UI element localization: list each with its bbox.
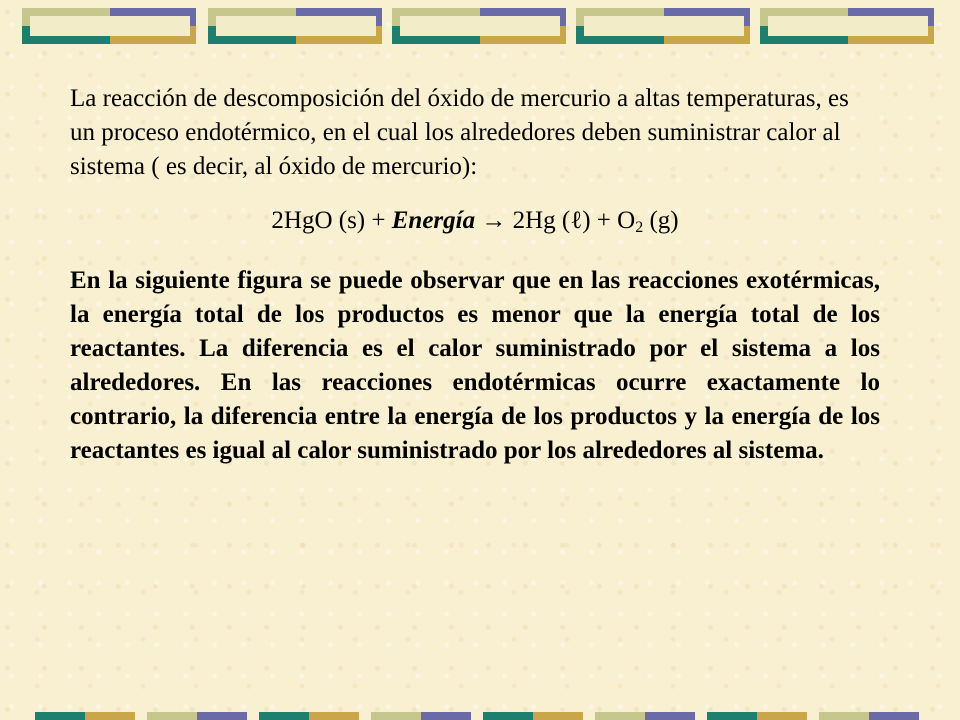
equation-arrow-products: → 2Hg (ℓ) + O xyxy=(475,207,636,234)
top-decorative-border xyxy=(22,8,942,44)
equation-subscript: 2 xyxy=(635,219,644,236)
explanation-paragraph: En la siguiente figura se puede observar que en las reacciones exotérmicas, la energía total de los productos es menor que la energía total de los reactantes. La diferencia es el calor suministrado por el sistema a los alrededores. En las reacciones endotérmicas ocurre exactamente lo contrario, la diferencia entre la energía de los productos y la energía de los reactantes es igual al calor suministrado por los alrededores al sistema. xyxy=(70,267,880,464)
intro-paragraph: La reacción de descomposición del óxido de mercurio a altas temperaturas, es un proceso endotérmico, en el cual los alrededores deben suministrar calor al sistema ( es decir, al óxido de mercurio): xyxy=(70,85,849,180)
decorative-block xyxy=(392,8,566,44)
equation-reactants: 2HgO (s) + xyxy=(271,207,392,234)
bottom-decorative-border xyxy=(35,712,935,720)
slide-content xyxy=(70,82,880,468)
equation-state: (g) xyxy=(643,207,679,234)
decorative-block xyxy=(576,8,750,44)
decorative-block xyxy=(760,8,934,44)
equation-energy: Energía xyxy=(391,207,476,234)
decorative-block xyxy=(22,8,196,44)
chemical-equation xyxy=(70,204,880,238)
decorative-block xyxy=(208,8,382,44)
